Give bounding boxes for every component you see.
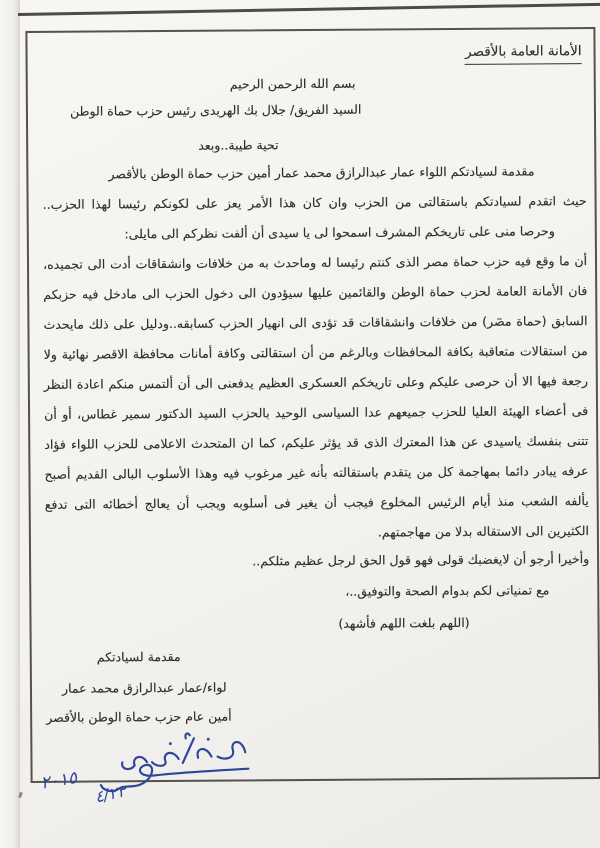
body-line: أن ما وقع فيه حزب حماة مصر الذى كنتم رئيسا له وماحدث به من خلافات وانشقاقات أدت الى تجميده، bbox=[42, 253, 588, 272]
signoff-presented-by: مقدمة لسيادتكم bbox=[96, 648, 181, 665]
body-line: فى أعضاء الهيئة العليا للحزب جميعهم عدا السياسى الوحيد بالحزب السيد الدكتور سمير غطاس، أو أن bbox=[44, 403, 589, 422]
body-line: الكثيرين الى الاستقاله بدلا من مهاجمتهم. bbox=[377, 523, 589, 540]
body-line: رجعة فيها الا أن حرصى عليكم وعلى تاريخكم العسكرى العظيم يدفعنى الى أن ألتمس منكم اعادة النظر bbox=[43, 373, 588, 392]
body-line: تتنى بنفسك ياسيدى عن هذا المعترك الذى قد يؤثر عليكم، كما ان المتحدث الاعلامى للحزب اللواء فؤاد bbox=[44, 433, 589, 452]
body-line: من استقالات متعاقبة بكافة المحافظات وبالرغم من أن استقالتى وكافة أمانات محافظة الاقصر نهائية ولا bbox=[43, 343, 588, 362]
scan-speckle bbox=[18, 792, 23, 799]
signoff-title: أمين عام حزب حماة الوطن بالأقصر bbox=[46, 708, 232, 725]
body-line: وحرصا منى على تاريخكم المشرف اسمحوا لى يا سيدى أن ألفت نظركم الى مايلى: bbox=[124, 223, 555, 242]
paper-left-edge-shadow bbox=[0, 0, 20, 848]
body-line: السابق (حماة مصر) من خلافات وانشقاقات قد تؤدى الى انهيار الحزب كسابقه..ودليل على ذلك مايحدث bbox=[43, 313, 588, 332]
body-line: مقدمة لسيادتكم اللواء عمار عبدالرازق محمد عمار أمين حزب حماة الوطن بالأقصر bbox=[108, 163, 535, 182]
addressee-line: السيد الفريق/ جلال بك الهريدى رئيس حزب حماة الوطن bbox=[69, 101, 362, 119]
closing-line: وأخيرا أرجو أن لايغضبك قولى فهو قول الحق لرجل عظيم مثلكم.. bbox=[252, 551, 590, 569]
body-line: فان الأمانة العامة لحزب حماة الوطن والقائمين عليها سيؤدون الى دخول الحزب الى مادخل فيه حزبكم bbox=[43, 283, 588, 302]
letter-border-frame bbox=[25, 27, 600, 807]
doxology-line: (اللهم بلغت اللهم فأشهد) bbox=[338, 614, 470, 631]
letterhead-label: الأمانة العامة بالأقصر bbox=[465, 42, 582, 65]
basmala-line: بسم الله الرحمن الرحيم bbox=[229, 75, 356, 92]
body-line: يألفه الشعب منذ أيام الرئيس المخلوع فيجب أن يغير فى أسلوبه ويجب أن يعالج أخطائه التى تدفع bbox=[44, 493, 589, 512]
body-line: حيث اتقدم لسيادتكم باستقالتى من الحزب وان كان هذا الأمر يعز على لكونكم رئيسا لهذا الحزب.. bbox=[42, 193, 587, 212]
signature-date-year: ٢٠١٥ bbox=[39, 767, 79, 794]
signature-date-daymonth: ٤/٢٣ bbox=[93, 781, 128, 807]
wishes-line: مع تمنياتى لكم بدوام الصحة والتوفيق..، bbox=[345, 582, 550, 599]
scan-top-edge-line bbox=[18, 3, 600, 16]
body-line: عرفه يبادر دائما بمهاجمة كل من يتقدم باستقالته بأنه غير مرغوب فيه وهذا الأسلوب البالى القديم أصبح bbox=[44, 463, 589, 482]
signoff-name: لواء/عمار عبدالرازق محمد عمار bbox=[61, 679, 227, 696]
salutation-line: تحية طيبة..وبعد bbox=[198, 137, 279, 153]
